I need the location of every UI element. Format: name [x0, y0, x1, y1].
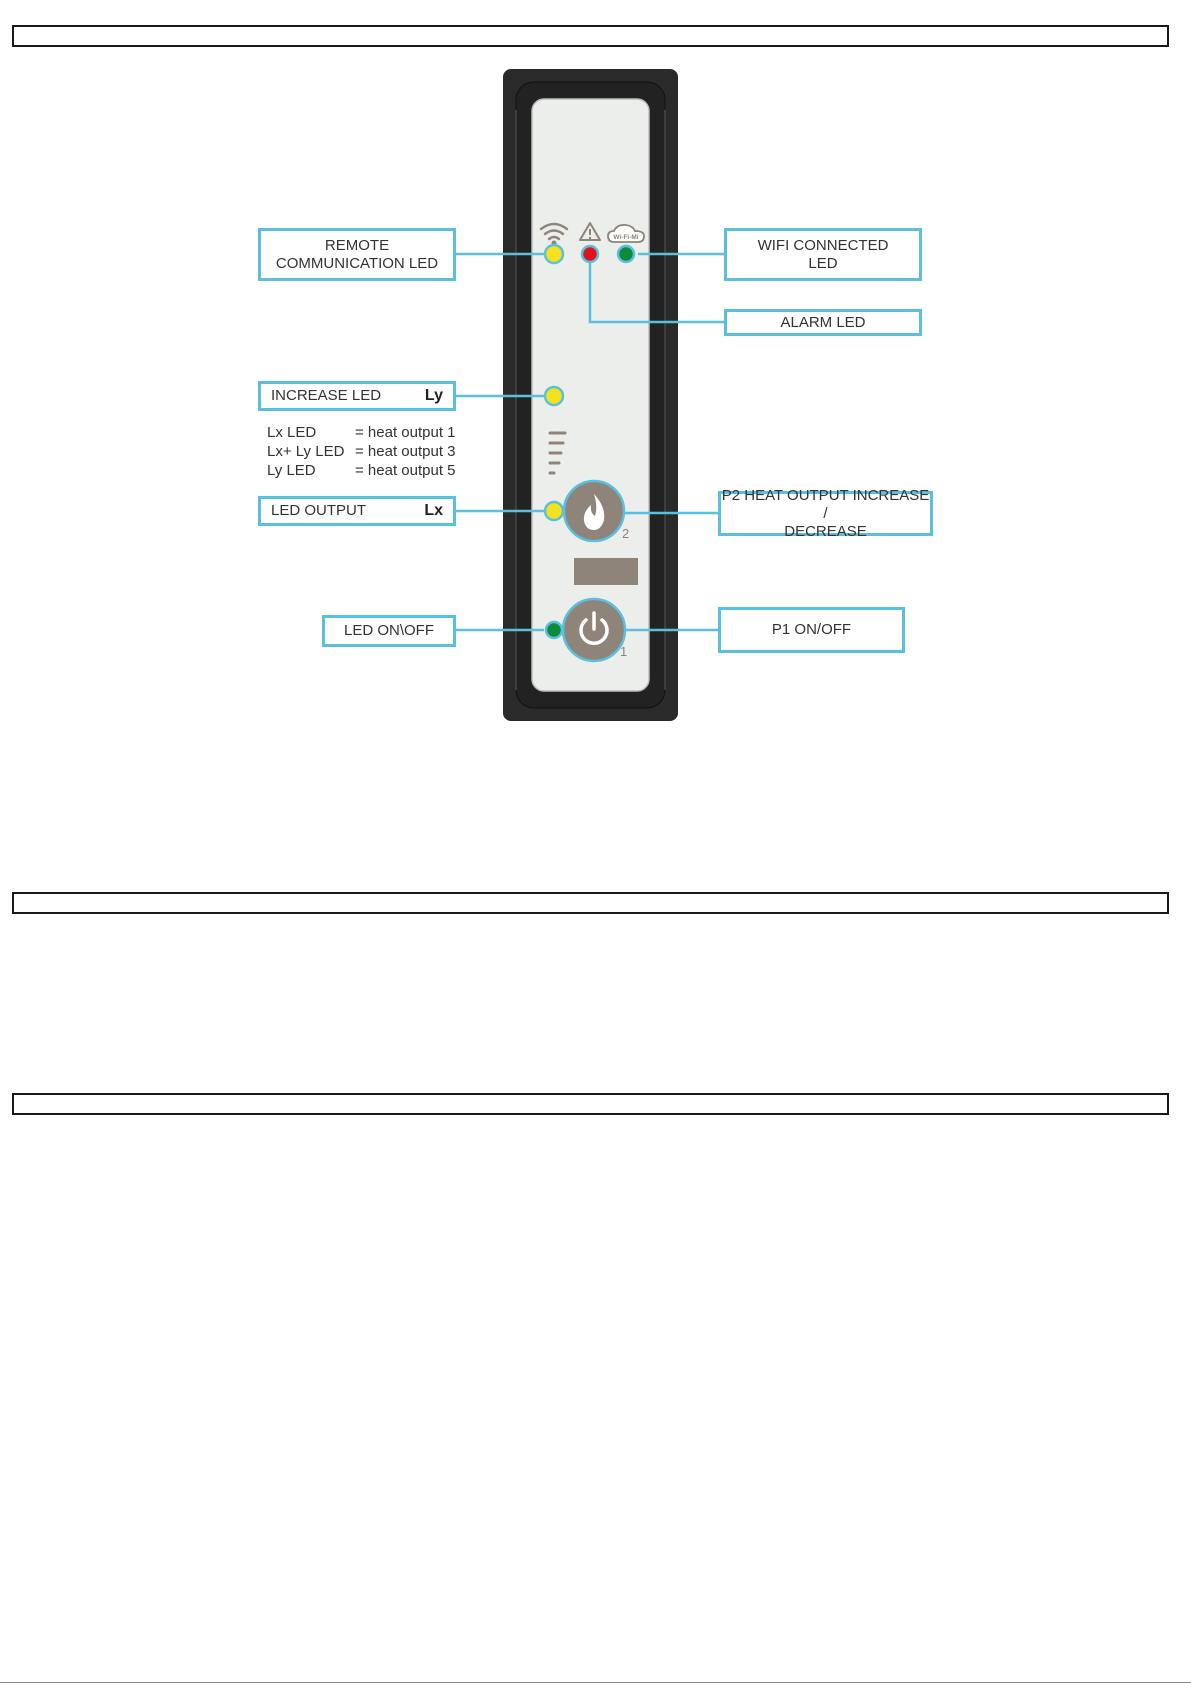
callout-remote-line2: COMMUNICATION LED: [275, 254, 439, 272]
section-header-bar-2: [12, 892, 1169, 914]
p2-button-number: 2: [622, 526, 630, 541]
callout-led-on-off: LED ON\OFF: [322, 615, 456, 647]
increase-led-ly: [545, 387, 563, 405]
callout-remote-communication-led: [258, 228, 456, 281]
callout-output-tag: Lx: [424, 502, 443, 519]
callout-p1-on-off: P1 ON/OFF: [718, 607, 905, 653]
remote-communication-led: [545, 245, 563, 263]
callout-alarm-led: ALARM LED: [724, 309, 922, 336]
callout-output-label: LED OUTPUT: [271, 502, 367, 519]
callout-wifi-line1: WIFI CONNECTED: [757, 236, 889, 254]
alarm-led: [582, 246, 598, 262]
legend-key: Lx LED: [267, 424, 317, 441]
legend-row: [267, 424, 456, 441]
callout-p2-line2: DECREASE: [784, 522, 867, 540]
footer-rule: [0, 1682, 1191, 1683]
callout-led-output: [258, 496, 456, 526]
on-off-led: [546, 622, 562, 638]
callout-p2-heat-output: [718, 486, 933, 540]
callout-wifi-line2: LED: [808, 254, 838, 272]
callout-wifi-connected-led: [724, 228, 922, 281]
legend-key: Lx+ Ly LED: [267, 443, 345, 460]
control-panel-diagram: [0, 0, 1191, 760]
section-header-bar-3: [12, 1093, 1169, 1115]
legend-value: = heat output 1: [355, 424, 456, 441]
callout-increase-label: INCREASE LED: [271, 387, 382, 404]
legend-row: [267, 462, 456, 479]
legend-key: Ly LED: [267, 462, 316, 479]
legend-value: = heat output 5: [355, 462, 456, 479]
p1-power-button: [563, 599, 627, 661]
callout-increase-led: [258, 381, 456, 411]
callout-p2-line1: P2 HEAT OUTPUT INCREASE /: [721, 486, 930, 522]
legend-value: = heat output 3: [355, 443, 456, 460]
legend-row: [267, 443, 456, 460]
callout-remote-line1: REMOTE: [324, 236, 390, 254]
wifi-connected-led: [618, 246, 634, 262]
output-led-lx: [545, 502, 563, 520]
p1-button-number: 1: [620, 644, 628, 659]
wifi-cloud-badge: Wi-Fi-Mi: [613, 234, 639, 241]
callout-increase-tag: Ly: [424, 387, 443, 404]
display-window: [574, 558, 638, 585]
